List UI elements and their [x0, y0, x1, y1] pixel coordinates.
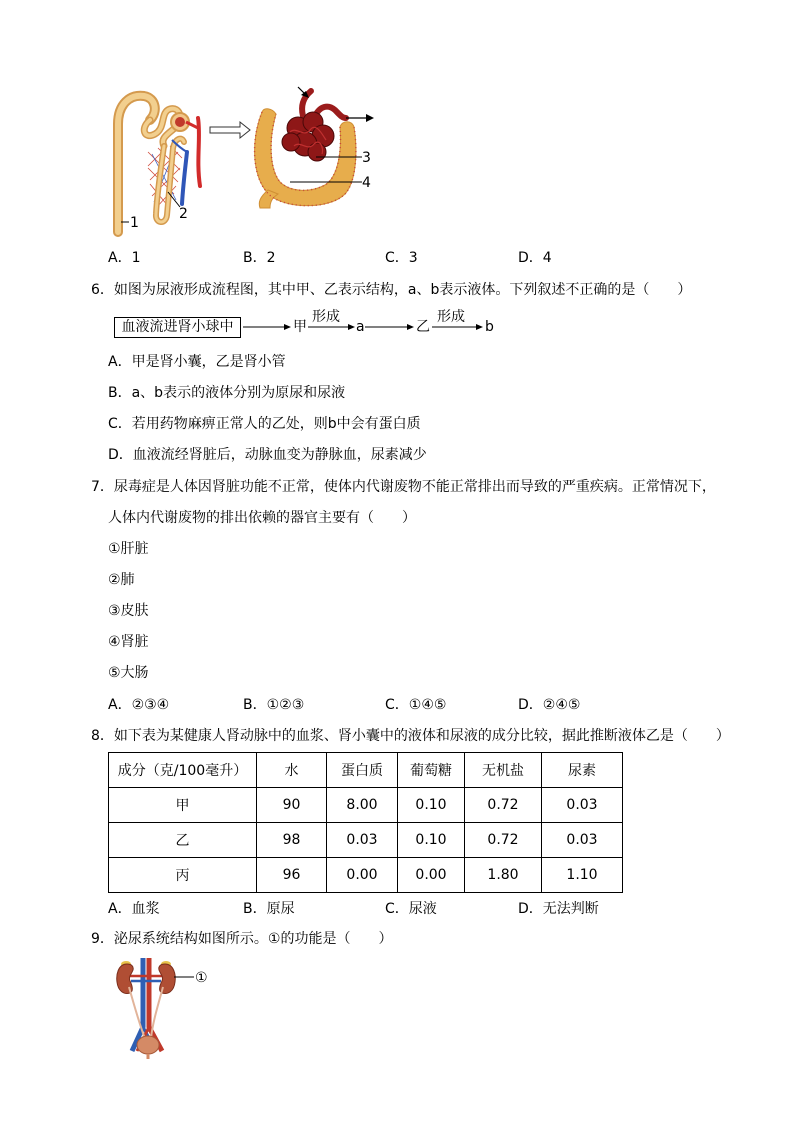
table-header-cell: 尿素 [542, 753, 623, 788]
table-row [109, 823, 623, 858]
q5-option-b: B．2 [243, 250, 276, 266]
q6-stem: 6．如图为尿液形成流程图，其中甲、乙表示结构，a、b表示液体。下列叙述不正确的是（ ） [91, 282, 692, 298]
table-header-cell: 无机盐 [465, 753, 542, 788]
outflow-arrow-icon [366, 114, 374, 122]
table-cell: 乙 [109, 823, 257, 858]
label-circled-1: ① [195, 970, 208, 986]
q7-option-b: B．①②③ [243, 697, 305, 713]
table-cell: 0.10 [398, 788, 465, 823]
flowchart-start-box: 血液流进肾小球中 [114, 317, 241, 338]
urinary-system-figure [110, 955, 215, 1060]
q7-stem-line-2: 人体内代谢废物的排出依赖的器官主要有（ ） [108, 510, 416, 526]
flowchart-arrow-label-2: 形成 [437, 309, 465, 325]
q6-option-a: A．甲是肾小囊，乙是肾小管 [108, 354, 286, 370]
table-cell: 0.03 [542, 788, 623, 823]
flowchart-structure-1: 甲 [293, 319, 307, 335]
q7-item: ④肾脏 [108, 634, 149, 650]
flowchart-liquid-1: a [356, 319, 365, 335]
right-kidney [159, 964, 175, 994]
table-cell: 0.72 [465, 788, 542, 823]
glomerulus-capillaries [282, 112, 334, 161]
table-cell: 0.00 [327, 858, 398, 893]
table-cell: 0.72 [465, 823, 542, 858]
q6-option-b: B．a、b表示的液体分别为原尿和尿液 [108, 385, 346, 401]
flowchart-arrows [240, 315, 490, 340]
table-cell: 0.00 [398, 858, 465, 893]
label-1: 1 [130, 215, 139, 231]
renal-corpuscle-diagram [255, 87, 374, 208]
table-cell: 98 [257, 823, 327, 858]
table-header-cell: 蛋白质 [327, 753, 398, 788]
q7-option-c: C．①④⑤ [385, 697, 447, 713]
table-cell: 1.80 [465, 858, 542, 893]
table-cell: 96 [257, 858, 327, 893]
table-cell: 丙 [109, 858, 257, 893]
q7-stem-line-1: 7．尿毒症是人体因肾脏功能不正常，使体内代谢废物不能正常排出而导致的严重疾病。正常情况下， [91, 479, 716, 495]
table-cell: 90 [257, 788, 327, 823]
flow-arrow-4-icon [476, 324, 483, 330]
q5-option-d: D．4 [518, 250, 552, 266]
glomerulus [175, 117, 185, 127]
q5-option-a: A．1 [108, 250, 141, 266]
q7-item: ③皮肤 [108, 603, 149, 619]
hollow-arrow-icon [210, 122, 250, 138]
label-2: 2 [179, 206, 188, 222]
q6-option-c: C．若用药物麻痹正常人的乙处，则b中会有蛋白质 [108, 416, 421, 432]
q7-option-d: D．②④⑤ [518, 697, 581, 713]
table-header-cell: 葡萄糖 [398, 753, 465, 788]
table-row [109, 788, 623, 823]
table-cell: 8.00 [327, 788, 398, 823]
table-row [109, 858, 623, 893]
urinary-bladder [137, 1036, 159, 1054]
flow-arrow-1-icon [284, 324, 291, 330]
nephron-figure [100, 82, 390, 237]
table-cell: 0.10 [398, 823, 465, 858]
flow-arrow-3-icon [407, 324, 414, 330]
q7-option-a: A．②③④ [108, 697, 170, 713]
flowchart-liquid-2: b [485, 319, 494, 335]
collecting-duct [118, 96, 155, 232]
q7-item: ⑤大肠 [108, 665, 149, 681]
flow-arrow-2-icon [348, 324, 355, 330]
q8-option-c: C．尿液 [385, 901, 437, 917]
q6-option-d: D．血液流经肾脏后，动脉血变为静脉血，尿素减少 [108, 447, 427, 463]
table-header-cell: 成分（克/100毫升） [109, 753, 257, 788]
flowchart-arrow-label-1: 形成 [312, 309, 340, 325]
renal-artery [198, 118, 200, 186]
nephron-diagram [118, 96, 200, 232]
table-cell: 1.10 [542, 858, 623, 893]
q7-item: ①肝脏 [108, 541, 149, 557]
q8-option-d: D．无法判断 [518, 901, 599, 917]
q8-stem: 8．如下表为某健康人肾动脉中的血浆、肾小囊中的液体和尿液的成分比较，据此推断液体乙是（ ） [91, 728, 730, 744]
table-header-row [109, 753, 623, 788]
q8-option-a: A．血浆 [108, 901, 160, 917]
q7-item: ②肺 [108, 572, 135, 588]
composition-table [108, 752, 623, 893]
flowchart-structure-2: 乙 [416, 319, 430, 335]
q5-option-c: C．3 [385, 250, 418, 266]
table-cell: 0.03 [542, 823, 623, 858]
left-kidney [117, 964, 133, 994]
q9-stem: 9．泌尿系统结构如图所示。①的功能是（ ） [91, 931, 393, 947]
label-4: 4 [362, 175, 371, 191]
table-cell: 0.03 [327, 823, 398, 858]
q8-option-b: B．原尿 [243, 901, 295, 917]
table-header-cell: 水 [257, 753, 327, 788]
renal-vein [182, 152, 187, 204]
label-3: 3 [362, 150, 371, 166]
table-cell: 甲 [109, 788, 257, 823]
